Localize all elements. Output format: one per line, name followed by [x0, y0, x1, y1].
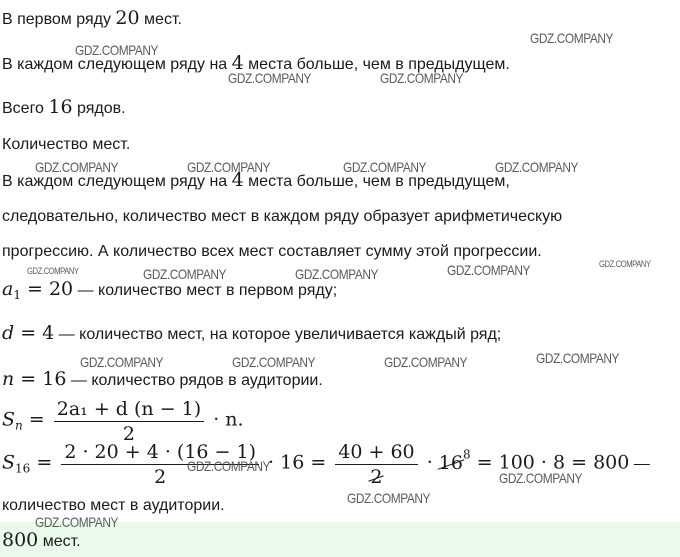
watermark: GDZ.COMPANY: [599, 259, 651, 269]
watermark: GDZ.COMPANY: [447, 262, 531, 278]
line-n: n = 16 — количество рядов в аудитории.: [2, 368, 323, 390]
watermark: GDZ.COMPANY: [347, 490, 431, 506]
watermark: GDZ.COMPANY: [187, 159, 271, 175]
formula-s16: $S_{16}$ = $\frac{2 \cdot 20 + 4 \cdot (16 - 1)}{2}$ · 16 = $\frac{40 + 60}{2}$ · $16^8 = 100 \cdot 8 = 800$ —: [2, 441, 650, 488]
watermark: GDZ.COMPANY: [495, 159, 579, 175]
watermark: GDZ.COMPANY: [35, 514, 119, 530]
line-d: d = 4 — количество мест, на которое увеличивается каждый ряд;: [2, 322, 502, 344]
watermark: GDZ.COMPANY: [75, 42, 159, 58]
watermark: GDZ.COMPANY: [499, 470, 583, 486]
fraction: $\frac{2 \cdot 20 + 4 \cdot (16 - 1)}{2}$: [61, 441, 259, 488]
watermark: GDZ.COMPANY: [228, 70, 312, 86]
line-total-rows: Всего 16 рядов.: [2, 96, 126, 118]
watermark: GDZ.COMPANY: [27, 266, 79, 276]
watermark: GDZ.COMPANY: [295, 266, 379, 282]
line-a1: $a_1 = 20$ — количество мест в первом ряду;: [2, 278, 338, 302]
fraction: $\frac{40 + 60}{2}$: [335, 441, 417, 488]
watermark: GDZ.COMPANY: [232, 354, 316, 370]
watermark: GDZ.COMPANY: [35, 159, 119, 175]
answer-line: 800 мест.: [2, 529, 81, 551]
line-conclusion: количество мест в аудитории.: [2, 497, 225, 514]
fraction: $\frac{\text{2a₁ + d (n − 1)}}{2}$: [54, 398, 204, 445]
line-reasoning-3: прогрессию. А количество всех мест составляет сумму этой прогрессии.: [2, 243, 542, 260]
line-first-row: В первом ряду 20 мест.: [2, 7, 182, 29]
watermark: GDZ.COMPANY: [384, 354, 468, 370]
watermark: GDZ.COMPANY: [536, 350, 620, 366]
line-question: Количество мест.: [2, 136, 131, 153]
watermark: GDZ.COMPANY: [343, 159, 427, 175]
line-reasoning-2: следовательно, количество мест в каждом ряду образует арифметическую: [2, 208, 563, 225]
watermark: GDZ.COMPANY: [80, 354, 164, 370]
watermark: GDZ.COMPANY: [530, 30, 614, 46]
watermark: GDZ.COMPANY: [380, 70, 464, 86]
watermark: GDZ.COMPANY: [143, 266, 227, 282]
watermark: GDZ.COMPANY: [187, 458, 271, 474]
line-reasoning-1: В каждом следующем ряду на 4 места больше, чем в предыдущем,: [2, 169, 510, 191]
line-each-row: В каждом следующем ряду на 4 места больше, чем в предыдущем.: [2, 52, 510, 74]
formula-sum: $S_n$ = $\frac{\text{2a₁ + d (n − 1)}}{2}$ · n.: [2, 398, 244, 445]
